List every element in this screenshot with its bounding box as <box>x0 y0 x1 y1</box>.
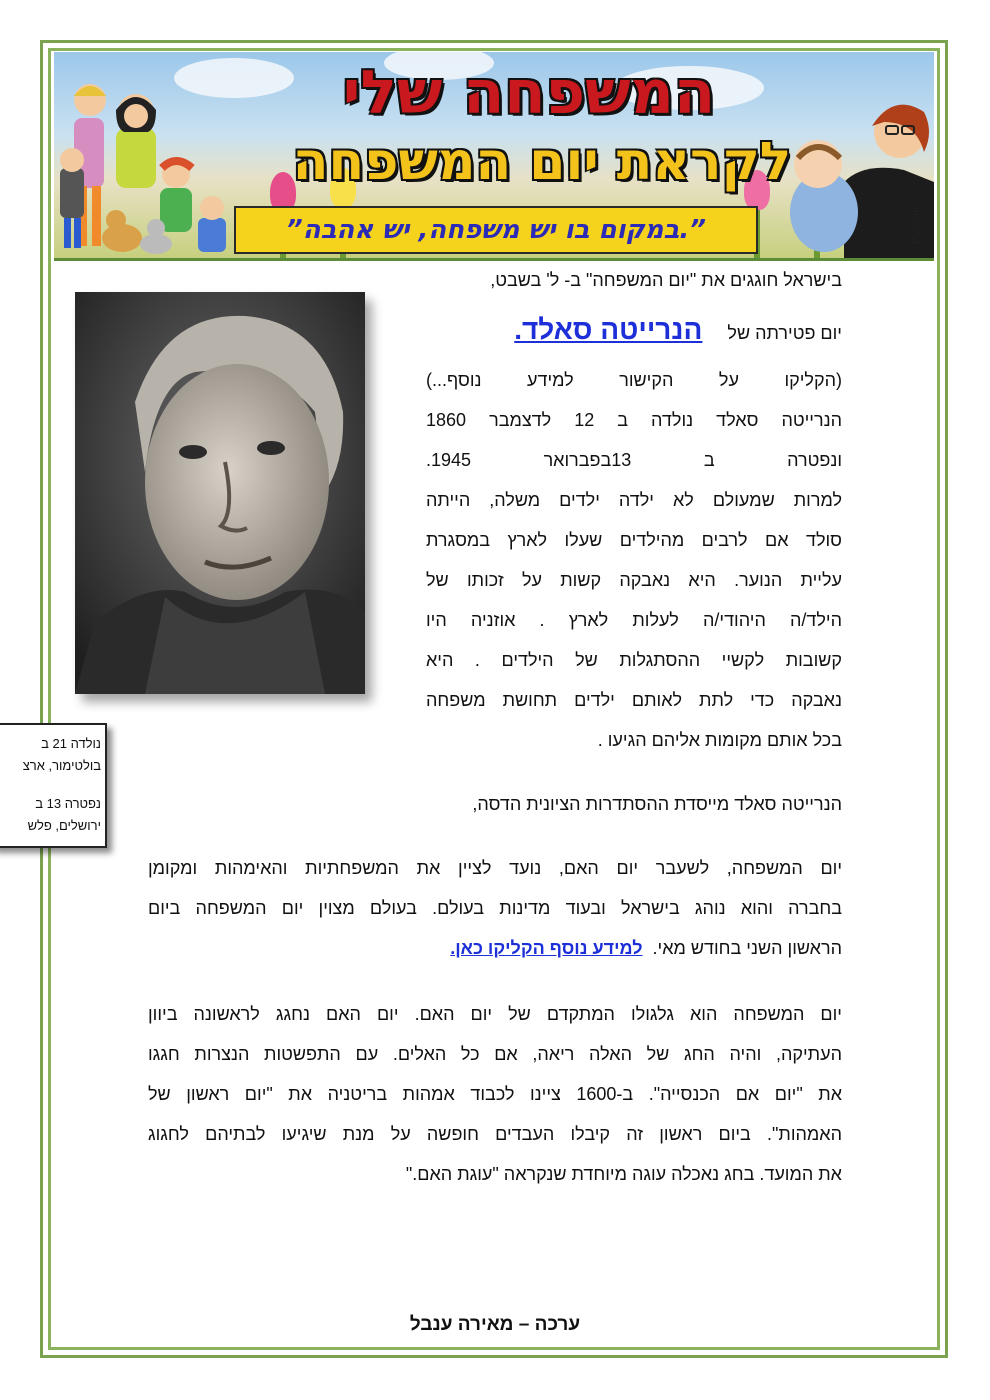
bio-line: קשובות לקשיי ההסתגלות של הילדים . היא <box>426 650 842 670</box>
intro-line-3: (הקליקו על הקישור למידע נוסף...) <box>426 370 842 390</box>
family-day-line: בחברה והוא נוהג בישראל ובעוד מדינות בעולם. בעולם מצוין יום המשפחה ביום <box>148 898 842 918</box>
family-day-last-line <box>148 928 842 968</box>
history-line: את "יום אם הכנסייה". ב-1600 ציינו לכבוד אמהות בריטניה את "יום ראשון של <box>148 1084 843 1104</box>
bio-line: בכל אותם מקומות אליהם הגיעו . <box>597 730 842 750</box>
born-place-text: בולטימור, ארצ <box>22 758 101 773</box>
history-line: את המועד. בחג נאכלה עוגה מיוחדת שנקראה "עוגת האם." <box>405 1164 842 1184</box>
intro-line-2-prefix: יום פטירתה של <box>727 323 842 343</box>
bio-line: הילד/ה היהודי/ה לעלות לארץ . אוזניה היו <box>426 610 842 630</box>
hadassah-line: הנרייטה סאלד מייסדת ההסתדרות הציונית הדסה, <box>472 794 842 814</box>
history-line: האמהות". ביום ראשון זה קיבלו העבדים חופשה על מנת שיגיעו לבתיהם לחגוג <box>148 1124 842 1144</box>
intro-line-5: ונפטרה ב 13בפברואר 1945. <box>426 450 842 470</box>
history-line: העתיקה, והיה החג של האלה ריאה, אם כל האלים. עם התפשטות הנצרות חגגו <box>148 1044 842 1064</box>
slogan-text: ”במקום בו יש משפחה, יש אהבה.” <box>286 215 706 245</box>
intro-line-2 <box>426 306 842 354</box>
slogan-box <box>234 206 758 254</box>
bio-line: סולד אם לרבים מהילדים שעלו לארץ במסגרת <box>426 530 842 550</box>
header-banner <box>54 52 934 261</box>
died-date-text: נפטרה 13 ב <box>35 796 101 811</box>
artist-signature: נגה שאוזי <box>910 204 923 245</box>
died-place-text: ירושלים, פלש <box>27 818 101 833</box>
intro-line-1: בישראל חוגגים את "יום המשפחה" ב- ל' בשבט, <box>490 270 842 290</box>
family-cartoon-icon <box>60 68 240 258</box>
bio-line: נאבקה כדי לתת לאותם ילדים תחושת משפחה <box>426 690 842 710</box>
author-credit: ערכה – מאירה ענבל <box>409 1314 581 1335</box>
intro-line-4: הנרייטה סאלד נולדה ב 12 לדצמבר 1860 <box>426 410 842 430</box>
bio-line: עליית הנוער. היא נאבקה קשות על זכותו של <box>426 570 842 590</box>
bio-line: למרות שמעולם לא ילדה ילדים משלה, הייתה <box>426 490 842 510</box>
born-date-text: נולדה 21 ב <box>41 736 101 751</box>
history-line: יום המשפחה הוא גלגולו המתקדם של יום האם. יום האם נחגג לראשונה ביוון <box>148 1004 842 1024</box>
henrietta-szold-portrait <box>75 292 365 694</box>
banner-title-sub: לקראת יום המשפחה <box>292 132 792 192</box>
family-day-line: יום המשפחה, לשעבר יום האם, נועד לציין את המשפחתיות והאימהות ומקומן <box>148 858 842 878</box>
henrietta-szold-link[interactable]: הנרייטה סאלד. <box>514 314 703 345</box>
more-info-link[interactable]: למידע נוסף הקליקו כאן. <box>450 938 643 958</box>
banner-title-main: המשפחה שלי <box>342 58 716 128</box>
family-day-last-prefix: הראשון השני בחודש מאי. <box>652 938 842 958</box>
bio-info-box <box>0 723 107 848</box>
